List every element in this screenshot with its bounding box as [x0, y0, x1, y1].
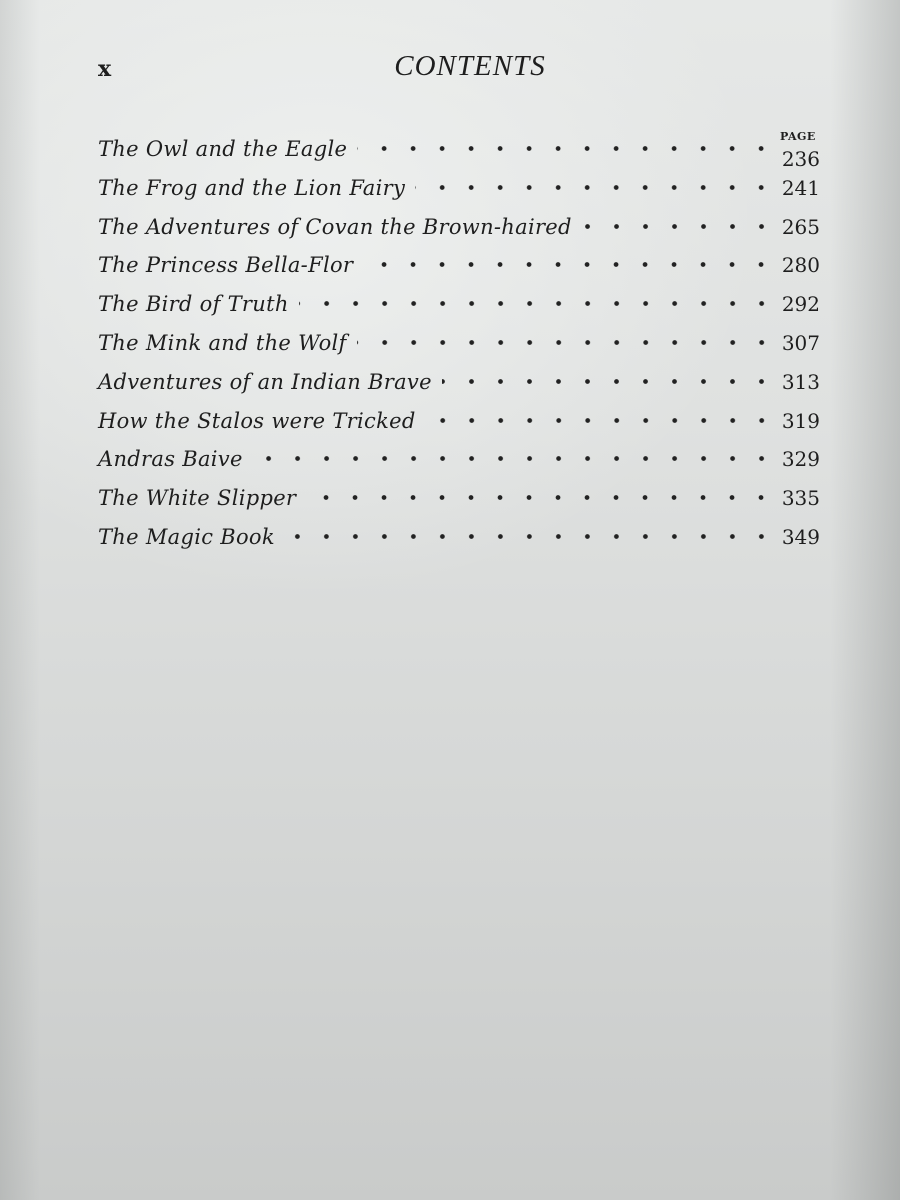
toc-entry [98, 285, 820, 324]
toc-entry-page: 292 [781, 292, 820, 317]
dot-leader [363, 262, 776, 267]
toc-entry-page: 241 [781, 175, 820, 200]
toc-entry [98, 208, 820, 247]
toc-entry [98, 402, 820, 441]
toc-entry-title: Adventures of an Indian Brave [98, 369, 432, 394]
dot-leader [299, 301, 776, 306]
dot-leader [306, 495, 776, 500]
table-of-contents [98, 130, 820, 557]
toc-entry-page: 319 [781, 408, 820, 433]
toc-entry-title: The Frog and the Lion Fairy [98, 175, 406, 200]
toc-entry-title: The Princess Bella-Flor [98, 253, 354, 278]
running-head: CONTENTS [394, 50, 546, 82]
toc-entry [98, 324, 820, 363]
toc-entry [98, 479, 820, 518]
toc-entry-page: 280 [781, 253, 820, 278]
toc-entry-page: 236 [781, 147, 820, 171]
toc-entry-title: The White Slipper [98, 486, 297, 511]
toc-entry-page: 329 [781, 447, 820, 472]
page-folio: x [98, 56, 113, 82]
toc-entry [98, 130, 820, 169]
page-shadow-left [0, 0, 40, 1200]
dot-leader [415, 185, 776, 190]
toc-entry [98, 246, 820, 285]
toc-entry-page: 307 [781, 330, 820, 355]
toc-entry-page: 265 [781, 214, 820, 239]
toc-entry-title: The Adventures of Covan the Brown-haired [98, 214, 572, 239]
dot-leader [442, 379, 776, 384]
toc-entry-title: Andras Baive [98, 447, 243, 472]
dot-leader [426, 418, 776, 423]
toc-entry-title: How the Stalos were Tricked [98, 408, 416, 433]
dot-leader [285, 534, 776, 539]
toc-entry [98, 440, 820, 479]
toc-entry [98, 363, 820, 402]
toc-entry-title: The Owl and the Eagle [98, 137, 348, 161]
toc-entry-title: The Magic Book [98, 524, 275, 549]
dot-leader [357, 146, 776, 151]
dot-leader [357, 340, 776, 345]
toc-entry [98, 169, 820, 208]
toc-entry-title: The Bird of Truth [98, 292, 289, 317]
toc-entry-title: The Mink and the Wolf [98, 330, 347, 355]
toc-entry-page: 313 [781, 369, 820, 394]
dot-leader [253, 456, 776, 461]
page-shadow-right [830, 0, 900, 1200]
dot-leader [582, 224, 776, 229]
page-column-label: PAGE [780, 130, 816, 143]
toc-entry [98, 518, 820, 557]
toc-entry-page: 335 [781, 486, 820, 511]
toc-entry-page: 349 [781, 524, 820, 549]
